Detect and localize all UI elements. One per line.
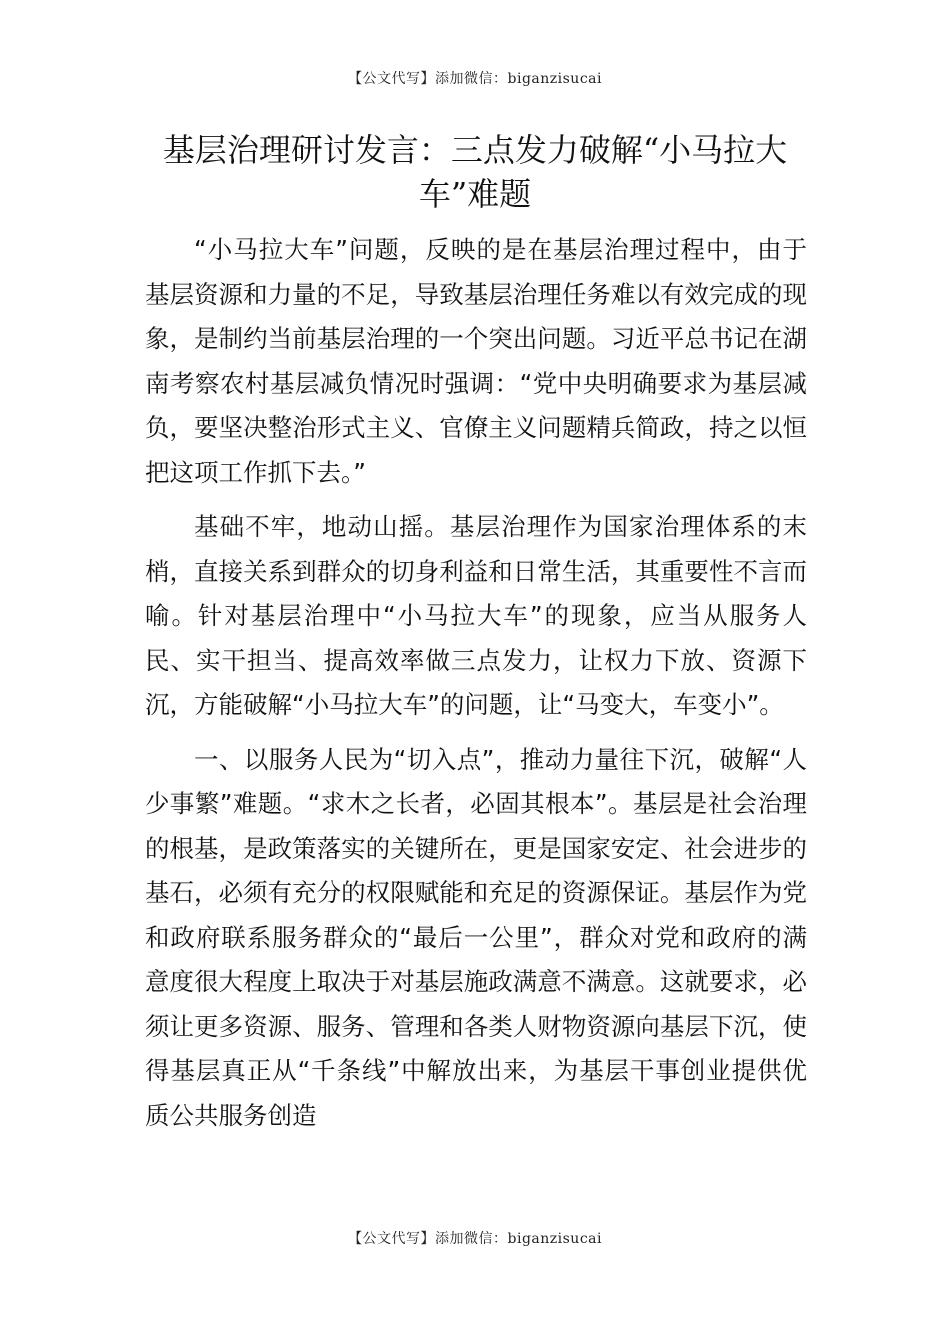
paragraph-intro: “小马拉大车”问题，反映的是在基层治理过程中，由于基层资源和力量的不足，导致基层治理任务难以有效完成的现象，是制约当前基层治理的一个突出问题。习近平总书记在湖南考察农村基层减负情况时强调：“党中央明确要求为基层减负，要坚决整治形式主义、官僚主义问题精兵简政，持之以恒把这项工作抓下去。” — [145, 235, 807, 487]
document-body — [145, 228, 807, 1148]
document-title: 基层治理研讨发言：三点发力破解“小马拉大车”难题 — [162, 131, 788, 213]
paragraph-section-one: 一、以服务人民为“切入点”，推动力量往下沉，破解“人少事繁”难题。“求木之长者，必固其根本”。基层是社会治理的根基，是政策落实的关键所在，更是国家安定、社会进步的基石，必须有充分的权限赋能和充足的资源保证。基层作为党和政府联系服务群众的“最后一公里”，群众对党和政府的满意度很大程度上取决于对基层施政满意不满意。这就要求，必须让更多资源、服务、管理和各类人财物资源向基层下沉，使得基层真正从“千条线”中解放出来，为基层干事创业提供优质公共服务创造 — [145, 744, 807, 1130]
page-header-watermark: 【公文代写】添加微信：biganzisucai — [348, 71, 602, 87]
page-footer-watermark: 【公文代写】添加微信：biganzisucai — [348, 1231, 602, 1247]
paragraph-foundation: 基础不牢，地动山摇。基层治理作为国家治理体系的末梢，直接关系到群众的切身利益和日常生活，其重要性不言而喻。针对基层治理中“小马拉大车”的现象，应当从服务人民、实干担当、提高效率做三点发力，让权力下放、资源下沉，方能破解“小马拉大车”的问题，让“马变大，车变小”。 — [145, 512, 807, 719]
